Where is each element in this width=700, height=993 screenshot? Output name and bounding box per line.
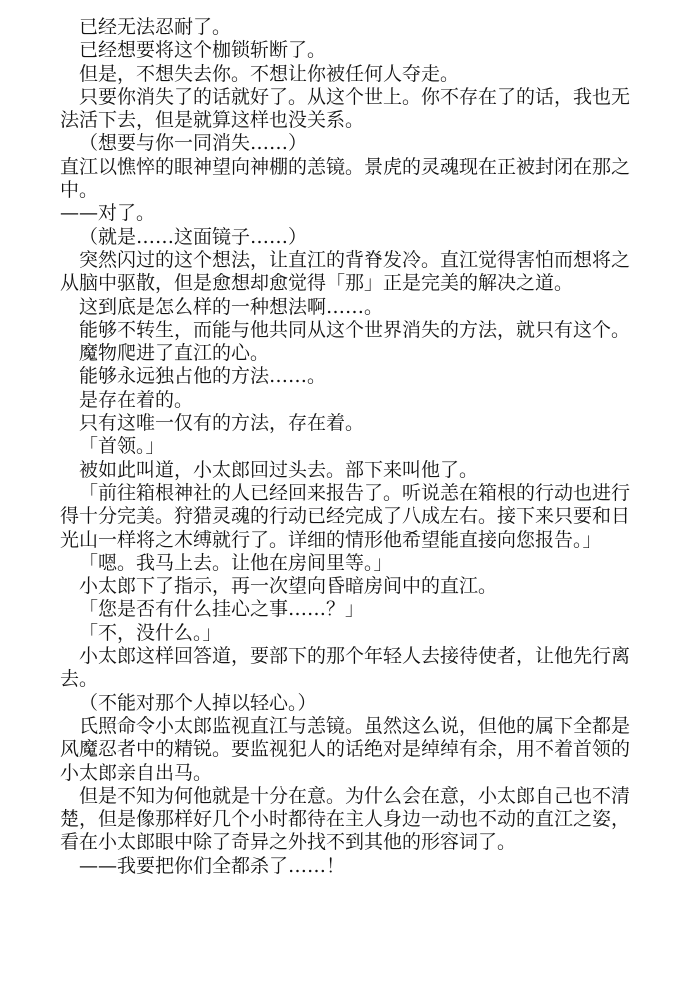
paragraph-16: 「首领。」 <box>79 435 165 458</box>
document-page <box>60 16 640 878</box>
paragraph-27: ——我要把你们全都杀了……！ <box>79 854 346 877</box>
paragraph-15: 只有这唯一仅有的方法，存在着。 <box>79 412 365 435</box>
paragraph-4: 只要你消失了的话就好了。从这个世上。你不存在了的话，我也无法活下去，但是就算这样也没关系。 <box>60 85 631 132</box>
paragraph-10: 这到底是怎么样的一种想法啊……。 <box>79 295 384 318</box>
paragraph-21: 「您是否有什么挂心之事……？」 <box>79 598 365 621</box>
paragraph-14: 是存在着的。 <box>79 388 194 411</box>
paragraph-24: （不能对那个人掉以轻心。） <box>79 691 317 714</box>
paragraph-7: ——对了。 <box>60 202 156 225</box>
paragraph-17: 被如此叫道，小太郎回过头去。部下来叫他了。 <box>79 458 479 481</box>
paragraph-12: 魔物爬进了直江的心。 <box>79 342 270 365</box>
paragraph-22: 「不，没什么。」 <box>79 621 222 644</box>
paragraph-9: 突然闪过的这个想法，让直江的背脊发冷。直江觉得害怕而想将之从脑中驱散，但是愈想却愈觉得「那」正是完美的解决之道。 <box>60 248 631 295</box>
paragraph-23: 小太郎这样回答道，要部下的那个年轻人去接待使者，让他先行离去。 <box>60 645 631 691</box>
paragraph-1: 已经无法忍耐了。 <box>79 16 232 38</box>
paragraph-3: 但是，不想失去你。不想让你被任何人夺走。 <box>79 62 460 85</box>
paragraph-20: 小太郎下了指示，再一次望向昏暗房间中的直江。 <box>79 575 498 598</box>
paragraph-5: （想要与你一同消失……） <box>79 132 308 155</box>
paragraph-18: 「前往箱根神社的人已经回来报告了。听说恙在箱根的行动也进行得十分完美。狩猎灵魂的行动已经完成了八成左右。接下来只要和日光山一样将之木缚就行了。详细的情形他希望能直接向您报告。」 <box>60 481 631 551</box>
paragraph-19: 「嗯。我马上去。让他在房间里等。」 <box>79 551 393 574</box>
paragraph-6: 直江以憔悴的眼神望向神棚的恙镜。景虎的灵魂现在正被封闭在那之中。 <box>60 155 631 202</box>
paragraph-13: 能够永远独占他的方法……。 <box>79 365 327 388</box>
paragraph-2: 已经想要将这个枷锁斩断了。 <box>79 39 327 62</box>
paragraph-25: 氏照命令小太郎监视直江与恙镜。虽然这么说，但他的属下全都是风魔忍者中的精锐。要监视犯人的话绝对是绰绰有余，用不着首领的小太郎亲自出马。 <box>60 714 631 784</box>
paragraph-26: 但是不知为何他就是十分在意。为什么会在意，小太郎自己也不清楚，但是像那样好几个小时都待在主人身边一动也不动的直江之姿，看在小太郎眼中除了奇异之外找不到其他的形容词了。 <box>60 784 631 854</box>
paragraph-8: （就是……这面镜子……） <box>79 225 308 248</box>
paragraph-11: 能够不转生，而能与他共同从这个世界消失的方法，就只有这个。 <box>79 318 631 341</box>
